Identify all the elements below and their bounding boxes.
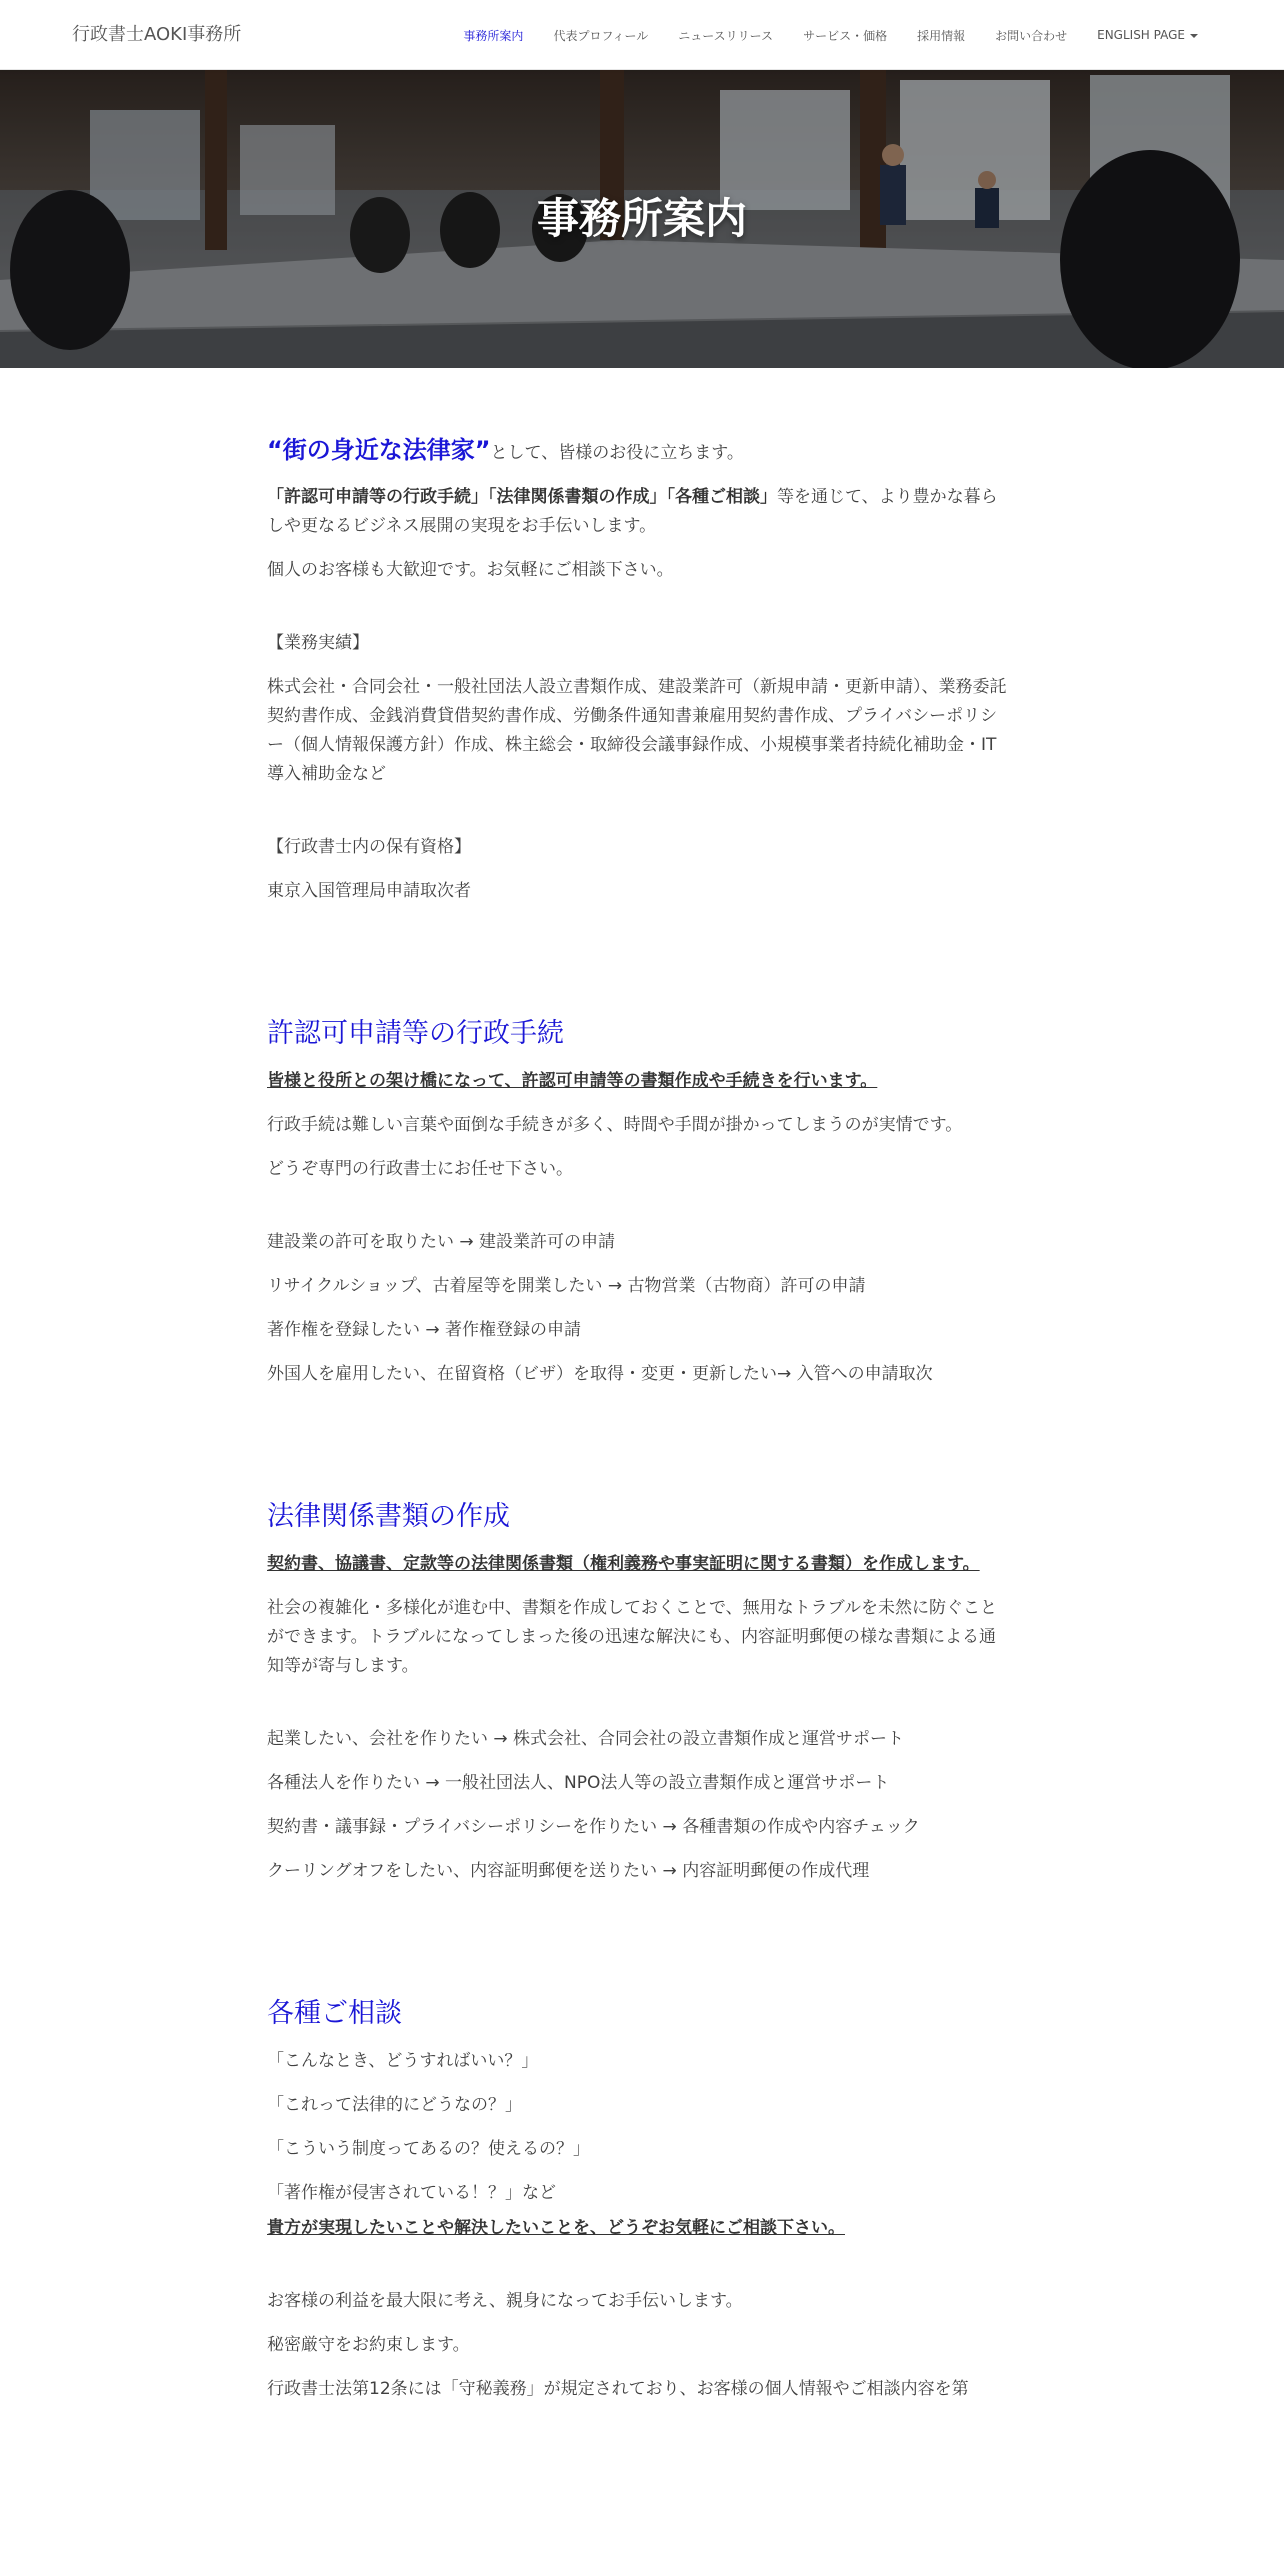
nav-item-services[interactable]: サービス・価格 bbox=[803, 28, 888, 43]
nav-item-news[interactable]: ニュースリリース bbox=[678, 28, 774, 43]
tagline-accent: “街の身近な法律家” bbox=[267, 436, 491, 464]
list-item: 外国人を雇用したい、在留資格（ビザ）を取得・変更・更新したい→ 入管への申請取次 bbox=[267, 1364, 933, 1384]
list-item: 「著作権が侵害されている！？」など bbox=[267, 2183, 556, 2203]
achievements-heading: 【業務実績】 bbox=[267, 633, 369, 653]
services-bold: 「許認可申請等の行政手続」「法律関係書類の作成」「各種ご相談」 bbox=[267, 487, 777, 507]
qualifications-heading: 【行政書士内の保有資格】 bbox=[267, 837, 471, 857]
services-rest: 等を通じて、より豊かな暮らしや更なるビジネス展開の実現をお手伝いします。 bbox=[267, 487, 998, 536]
section-lead-documents: 契約書、協議書、定款等の法律関係書類（権利義務や事実証明に関する書類）を作成します。 bbox=[267, 1554, 980, 1574]
section-text-admin-1: 行政手続は難しい言葉や面倒な手続きが多く、時間や手間が掛かってしまうのが実情です。 bbox=[267, 1115, 963, 1135]
intro-services bbox=[267, 483, 1011, 541]
section-text-consultation-1: お客様の利益を最大限に考え、親身になってお手伝いします。 bbox=[267, 2291, 743, 2311]
qualifications-text: 東京入国管理局申請取次者 bbox=[267, 881, 471, 901]
nav-item-office[interactable]: 事務所案内 bbox=[463, 28, 524, 43]
list-item: クーリングオフをしたい、内容証明郵便を送りたい → 内容証明郵便の作成代理 bbox=[267, 1861, 870, 1881]
brand-logo-link[interactable]: 行政書士AOKI事務所 bbox=[72, 24, 242, 45]
section-lead-admin: 皆様と役所との架け橋になって、許認可申請等の書類作成や手続きを行います。 bbox=[267, 1071, 878, 1091]
section-text-documents-1: 社会の複雑化・多様化が進む中、書類を作成しておくことで、無用なトラブルを未然に防ぐことができます。トラブルになってしまった後の迅速な解決にも、内容証明郵便の様な書類による通知等が寄与します。 bbox=[267, 1598, 997, 1676]
list-item: 著作権を登録したい → 著作権登録の申請 bbox=[267, 1320, 582, 1340]
page-title: 事務所案内 bbox=[536, 194, 747, 243]
nav-item-contact[interactable]: お問い合わせ bbox=[995, 28, 1068, 43]
section-text-consultation-3: 行政書士法第12条には「守秘義務」が規定されており、お客様の個人情報やご相談内容を第 bbox=[267, 2379, 969, 2399]
nav-item-english-dropdown[interactable] bbox=[1097, 28, 1198, 42]
section-text-consultation-2: 秘密厳守をお約束します。 bbox=[267, 2335, 470, 2355]
main-content bbox=[267, 368, 1011, 2404]
section-heading-documents: 法律関係書類の作成 bbox=[267, 1501, 510, 1532]
section-lead-consultation: 貴方が実現したいことや解決したいことを、どうぞお気軽にご相談下さい。 bbox=[267, 2218, 845, 2238]
list-item: リサイクルショップ、古着屋等を開業したい → 古物営業（古物商）許可の申請 bbox=[267, 1276, 866, 1296]
caret-down-icon bbox=[1190, 34, 1198, 38]
nav-item-profile[interactable]: 代表プロフィール bbox=[553, 28, 649, 43]
english-page-label: ENGLISH PAGE bbox=[1097, 28, 1185, 42]
list-item: 建設業の許可を取りたい → 建設業許可の申請 bbox=[267, 1232, 616, 1252]
intro-welcome: 個人のお客様も大歓迎です。お気軽にご相談下さい。 bbox=[267, 560, 674, 580]
main-nav bbox=[433, 0, 1198, 70]
section-heading-consultation: 各種ご相談 bbox=[267, 1998, 402, 2029]
list-item: 「こういう制度ってあるの？使えるの？」 bbox=[267, 2139, 590, 2159]
list-item: 「これって法律的にどうなの？」 bbox=[267, 2095, 522, 2115]
list-item: 各種法人を作りたい → 一般社団法人、NPO法人等の設立書類作成と運営サポート bbox=[267, 1773, 890, 1793]
intro-tagline bbox=[267, 436, 1011, 468]
hero-banner bbox=[0, 70, 1284, 368]
section-text-admin-2: どうぞ専門の行政書士にお任せ下さい。 bbox=[267, 1159, 573, 1179]
list-item: 「こんなとき、どうすればいい？」 bbox=[267, 2051, 539, 2071]
top-navbar bbox=[0, 0, 1284, 70]
achievements-text: 株式会社・合同会社・一般社団法人設立書類作成、建設業許可（新規申請・更新申請）、業務委託契約書作成、金銭消費貸借契約書作成、労働条件通知書兼雇用契約書作成、プライバシーポリシー（個人情報保護方針）作成、株主総会・取締役会議事録作成、小規模事業者持続化補助金・IT導入補助金など bbox=[267, 677, 1007, 784]
list-item: 起業したい、会社を作りたい → 株式会社、合同会社の設立書類作成と運営サポート bbox=[267, 1729, 905, 1749]
section-heading-admin: 許認可申請等の行政手続 bbox=[267, 1018, 564, 1049]
tagline-suffix: として、皆様のお役に立ちます。 bbox=[490, 443, 744, 463]
list-item: 契約書・議事録・プライバシーポリシーを作りたい → 各種書類の作成や内容チェック bbox=[267, 1817, 920, 1837]
nav-item-recruit[interactable]: 採用情報 bbox=[917, 28, 966, 43]
